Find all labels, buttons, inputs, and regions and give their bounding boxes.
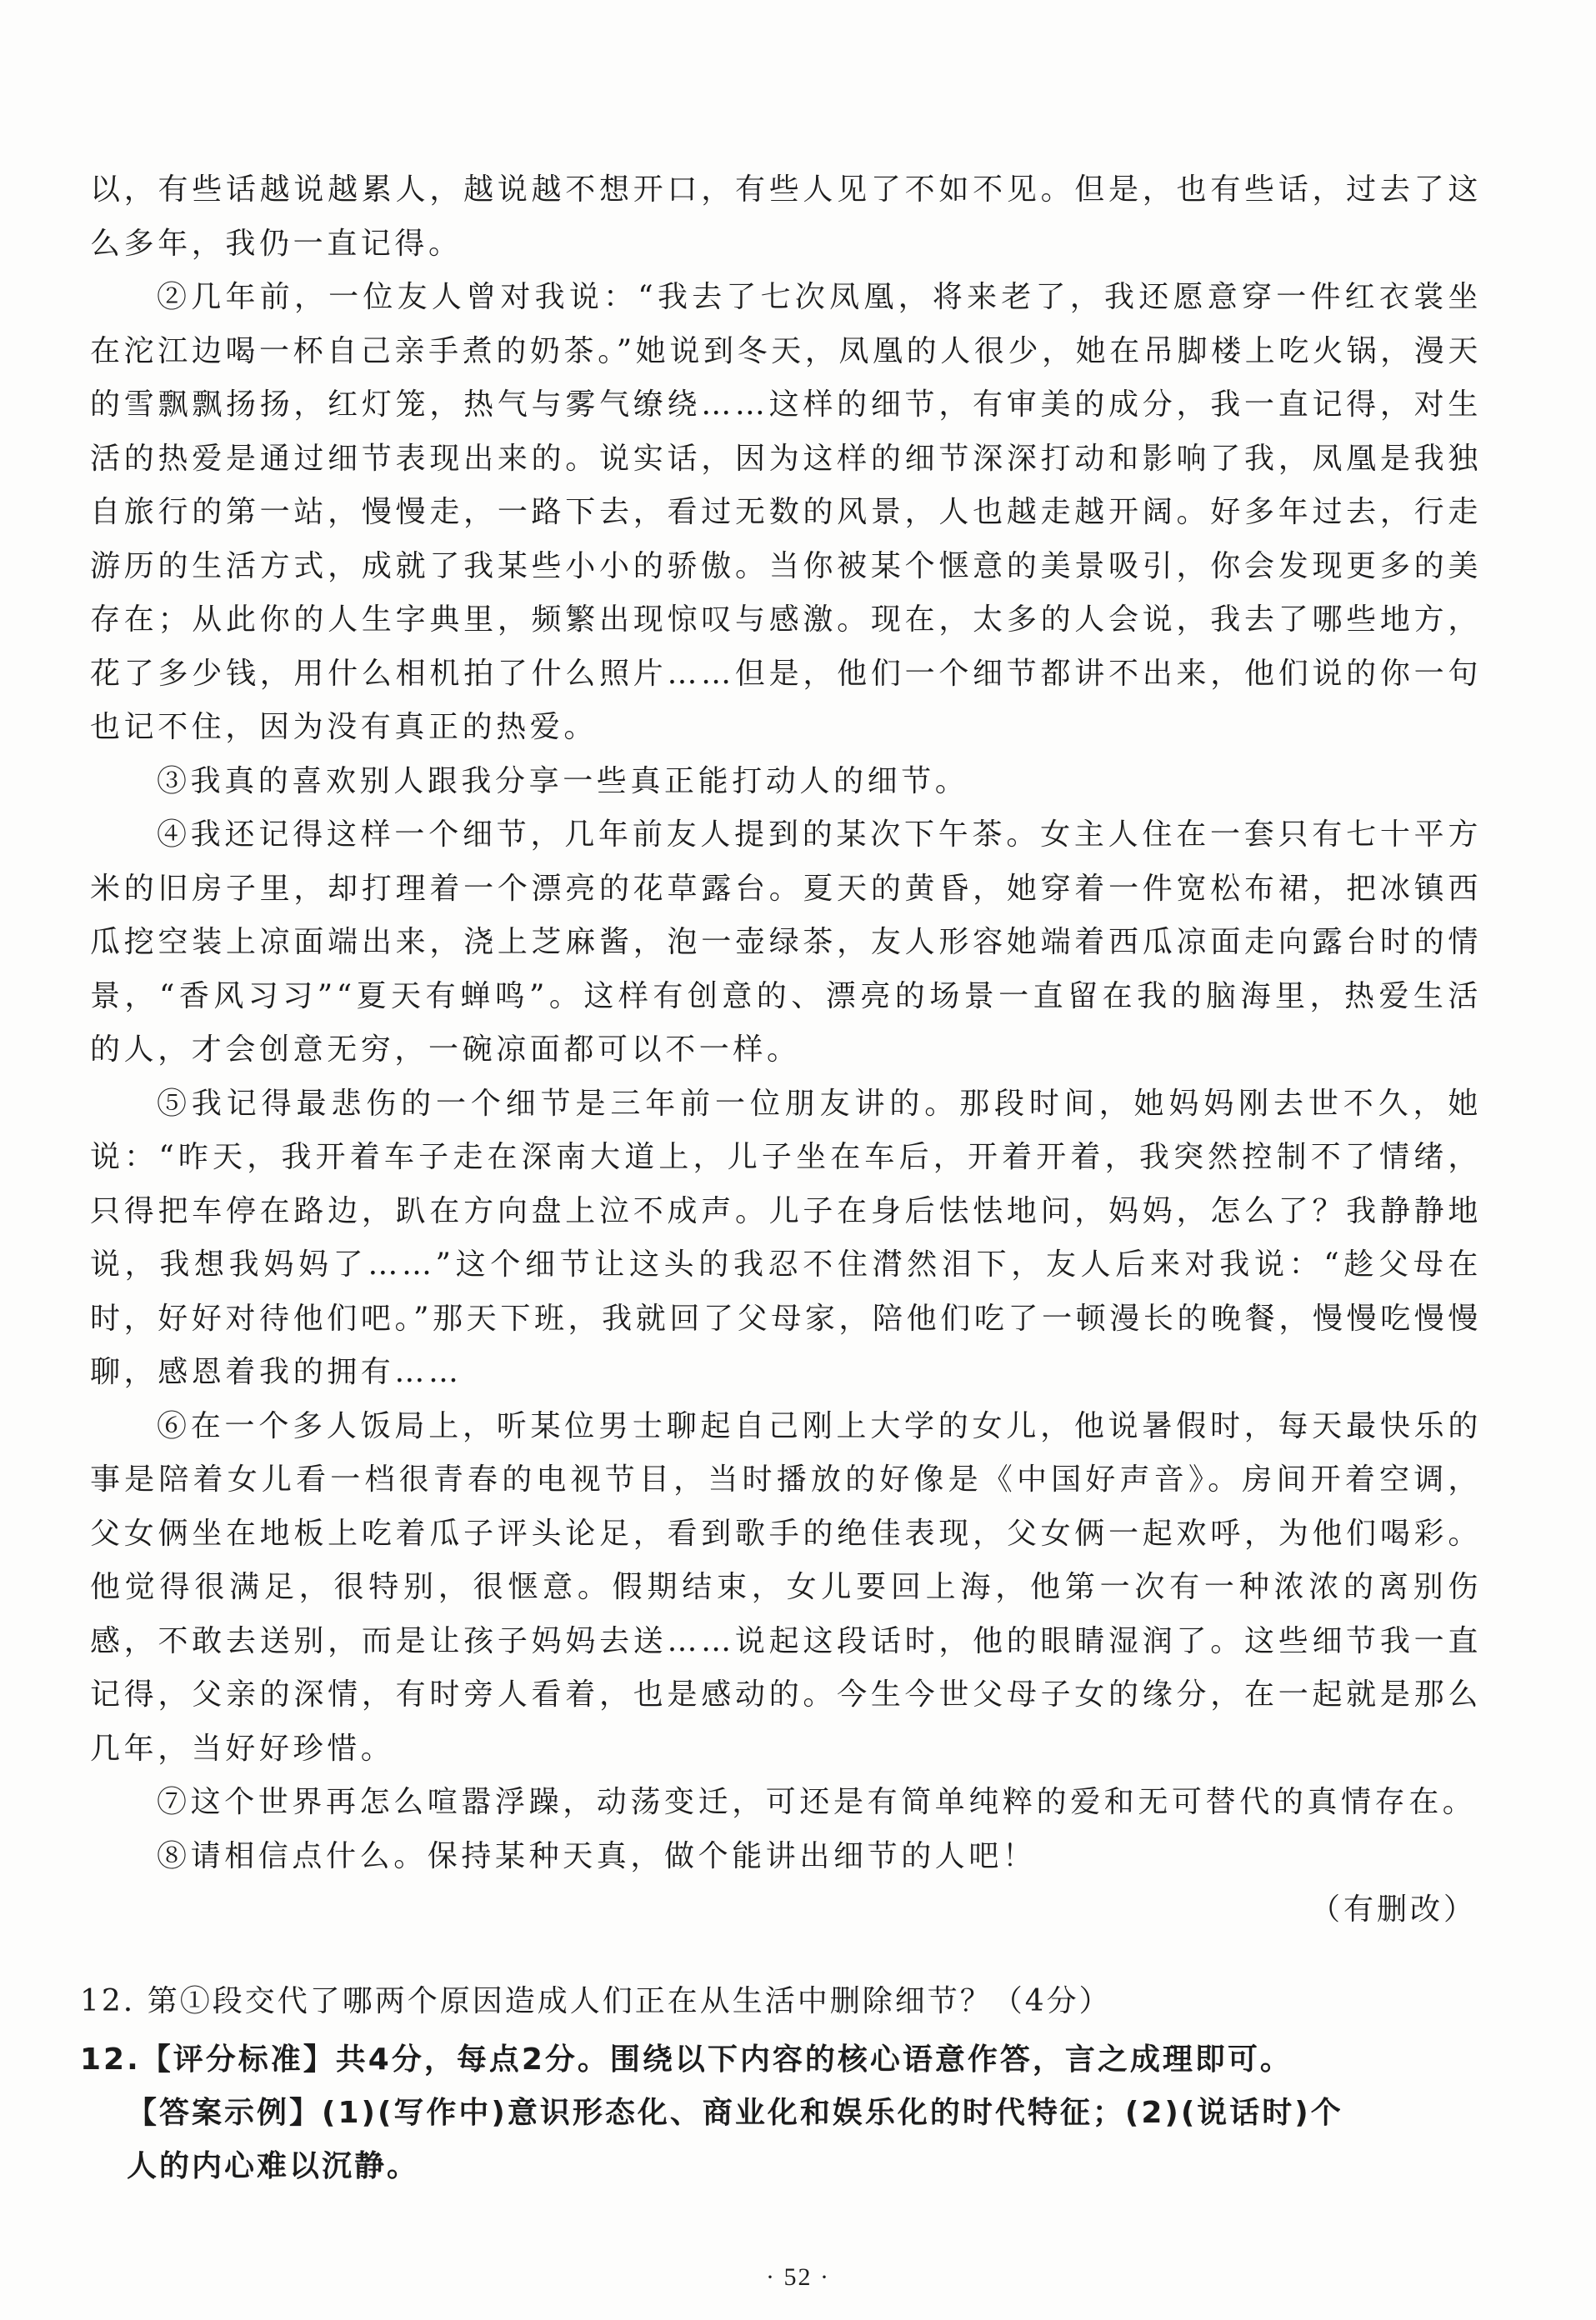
- answer-example-line-1: 【答案示例】(1)(写作中)意识形态化、商业化和娱乐化的时代特征；(2)(说话时)个: [127, 2096, 1343, 2130]
- article-paragraph-2: ②几年前，一位友人曾对我说：“我去了七次凤凰，将来老了，我还愿意穿一件红衣裳坐在沱江边喝一杯自己亲手煮的奶茶。”她说到冬天，凤凰的人很少，她在吊脚楼上吃火锅，漫天的雪飘飘扬扬，红灯笼，热气与雾气缭绕……这样的细节，有审美的成分，我一直记得，对生活的热爱是通过细节表现出来的。说实话，因为这样的细节深深打动和影响了我，凤凰是我独自旅行的第一站，慢慢走，一路下去，看过无数的风景，人也越走越开阔。好多年过去，行走游历的生活方式，成就了我某些小小的骄傲。当你被某个惬意的美景吸引，你会发现更多的美存在；从此你的人生字典里，频繁出现惊叹与感激。现在，太多的人会说，我去了哪些地方，花了多少钱，用什么相机拍了什么照片……但是，他们一个细节都讲不出来，他们说的你一句也记不住，因为没有真正的热爱。: [90, 280, 1482, 744]
- scoring-standard: 12.【评分标准】共4分，每点2分。围绕以下内容的核心语意作答，言之成理即可。: [80, 2042, 1293, 2077]
- article-paragraph-1: 以，有些话越说越累人，越说越不想开口，有些人见了不如不见。但是，也有些话，过去了这么多年，我仍一直记得。: [90, 172, 1482, 261]
- article-paragraph-6: ⑥在一个多人饭局上，听某位男士聊起自己刚上大学的女儿，他说暑假时，每天最快乐的事是陪着女儿看一档很青春的电视节目，当时播放的好像是《中国好声音》。房间开着空调，父女俩坐在地板上吃着瓜子评头论足，看到歌手的绝佳表现，父女俩一起欢呼，为他们喝彩。他觉得很满足，很特别，很惬意。假期结束，女儿要回上海，他第一次有一种浓浓的离别伤感，不敢去送别，而是让孩子妈妈去送……说起这段话时，他的眼睛湿润了。这些细节我一直记得，父亲的深情，有时旁人看着，也是感动的。今生今世父母子女的缘分，在一起就是那么几年，当好好珍惜。: [90, 1408, 1482, 1766]
- article-body: [90, 163, 1482, 1938]
- article-paragraph-8: ⑧请相信点什么。保持某种天真，做个能讲出细节的人吧！: [157, 1838, 1037, 1873]
- answer-example-line-2: 人的内心难以沉静。: [127, 2149, 420, 2183]
- question-12: 12. 第①段交代了哪两个原因造成人们正在从生活中删除细节？（4分）: [80, 1984, 1112, 2018]
- page-number: · 52 ·: [766, 2263, 830, 2291]
- article-paragraph-3: ③我真的喜欢别人跟我分享一些真正能打动人的细节。: [157, 763, 969, 798]
- article-paragraph-4: ④我还记得这样一个细节，几年前友人提到的某次下午茶。女主人住在一套只有七十平方米的旧房子里，却打理着一个漂亮的花草露台。夏天的黄昏，她穿着一件宽松布裙，把冰镇西瓜挖空装上凉面端出来，浇上芝麻酱，泡一壶绿茶，友人形容她端着西瓜凉面走向露台时的情景，“香风习习”“夏天有蝉鸣”。这样有创意的、漂亮的场景一直留在我的脑海里，热爱生活的人，才会创意无穷，一碗凉面都可以不一样。: [90, 818, 1482, 1067]
- article-paragraph-5: ⑤我记得最悲伤的一个细节是三年前一位朋友讲的。那段时间，她妈妈刚去世不久，她说：“昨天，我开着车子走在深南大道上，儿子坐在车后，开着开着，我突然控制不了情绪，只得把车停在路边，趴在方向盘上泣不成声。儿子在身后怯怯地问，妈妈，怎么了？我静静地说，我想我妈妈了……”这个细节让这头的我忍不住潸然泪下，友人后来对我说：“趁父母在时，好好对待他们吧。”那天下班，我就回了父母家，陪他们吃了一顿漫长的晚餐，慢慢吃慢慢聊，感恩着我的拥有……: [90, 1086, 1482, 1389]
- article-paragraph-7: ⑦这个世界再怎么喧嚣浮躁，动荡变迁，可还是有简单纯粹的爱和无可替代的真情存在。: [157, 1785, 1477, 1819]
- source-note: （有删改）: [1309, 1892, 1477, 1927]
- answer-block: [80, 2033, 1488, 2193]
